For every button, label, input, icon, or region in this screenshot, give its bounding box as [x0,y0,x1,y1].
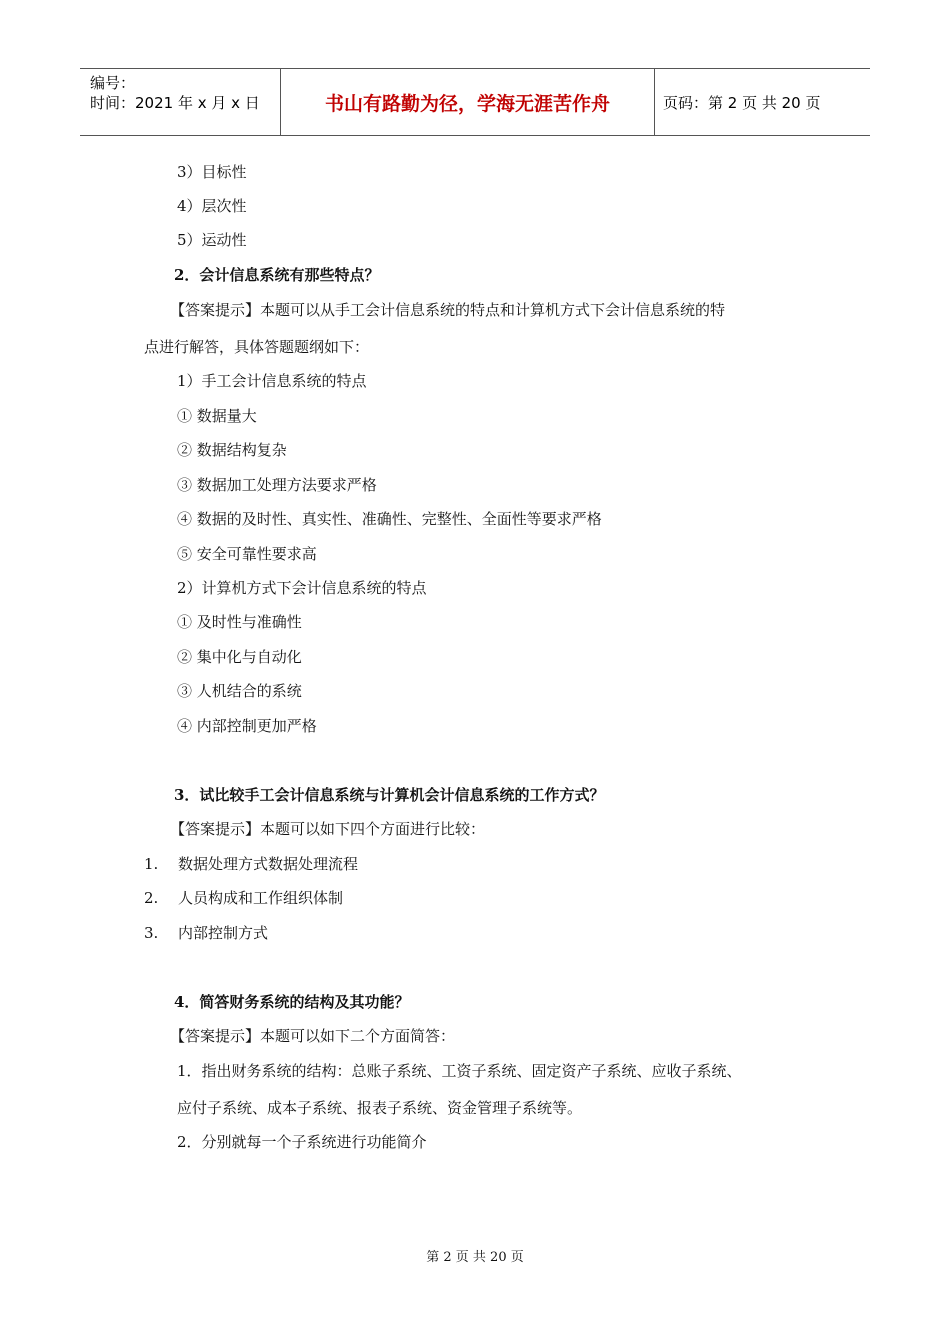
list-item-number: 3. [144,924,159,942]
list-item: 1．指出财务系统的结构：总账子系统、工资子系统、固定资产子系统、应收子系统、 [177,1062,742,1080]
list-item: ③ 人机结合的系统 [177,682,302,700]
answer-hint: 【答案提示】本题可以如下四个方面进行比较： [170,820,486,838]
list-item: 1）手工会计信息系统的特点 [177,372,367,390]
list-item: 数据处理方式数据处理流程 [178,855,359,873]
list-item: ① 及时性与准确性 [177,613,302,631]
header-motto: 书山有路勤为径，学海无涯苦作舟 [281,69,655,135]
list-item-number: 1. [144,855,159,873]
list-item: 人员构成和工作组织体制 [178,889,344,907]
doc-date: 时间：2021 年 x 月 x 日 [90,94,260,112]
header-page-info: 页码：第 2 页 共 20 页 [663,93,821,112]
header-left-cell [80,69,281,135]
page-header [80,68,870,136]
list-item: 内部控制方式 [178,924,269,942]
question-heading: 4．简答财务系统的结构及其功能？ [174,993,410,1011]
list-item: ③ 数据加工处理方法要求严格 [177,476,377,494]
list-item: ④ 数据的及时性、真实性、准确性、完整性、全面性等要求严格 [177,510,602,528]
list-item: ① 数据量大 [177,407,257,425]
list-item: ② 集中化与自动化 [177,648,302,666]
list-item-number: 2. [144,889,159,907]
list-item: 2）计算机方式下会计信息系统的特点 [177,579,427,597]
list-item: ④ 内部控制更加严格 [177,717,317,735]
list-item: ② 数据结构复杂 [177,441,287,459]
list-item: 4）层次性 [177,197,247,215]
list-item: ⑤ 安全可靠性要求高 [177,545,317,563]
question-heading: 2．会计信息系统有那些特点？ [174,266,380,284]
list-item-continued: 应付子系统、成本子系统、报表子系统、资金管理子系统等。 [177,1099,583,1117]
list-item: 2．分别就每一个子系统进行功能简介 [177,1133,427,1151]
answer-hint: 【答案提示】本题可以如下二个方面简答： [170,1027,456,1045]
page-footer: 第 2 页 共 20 页 [426,1250,524,1265]
list-item: 3）目标性 [177,163,247,181]
list-item: 5）运动性 [177,231,247,249]
answer-hint: 【答案提示】本题可以从手工会计信息系统的特点和计算机方式下会计信息系统的特 [170,301,726,319]
answer-hint-continued: 点进行解答，具体答题题纲如下： [144,338,370,356]
doc-code-label: 编号： [90,74,136,92]
question-heading: 3．试比较手工会计信息系统与计算机会计信息系统的工作方式？ [174,786,605,804]
